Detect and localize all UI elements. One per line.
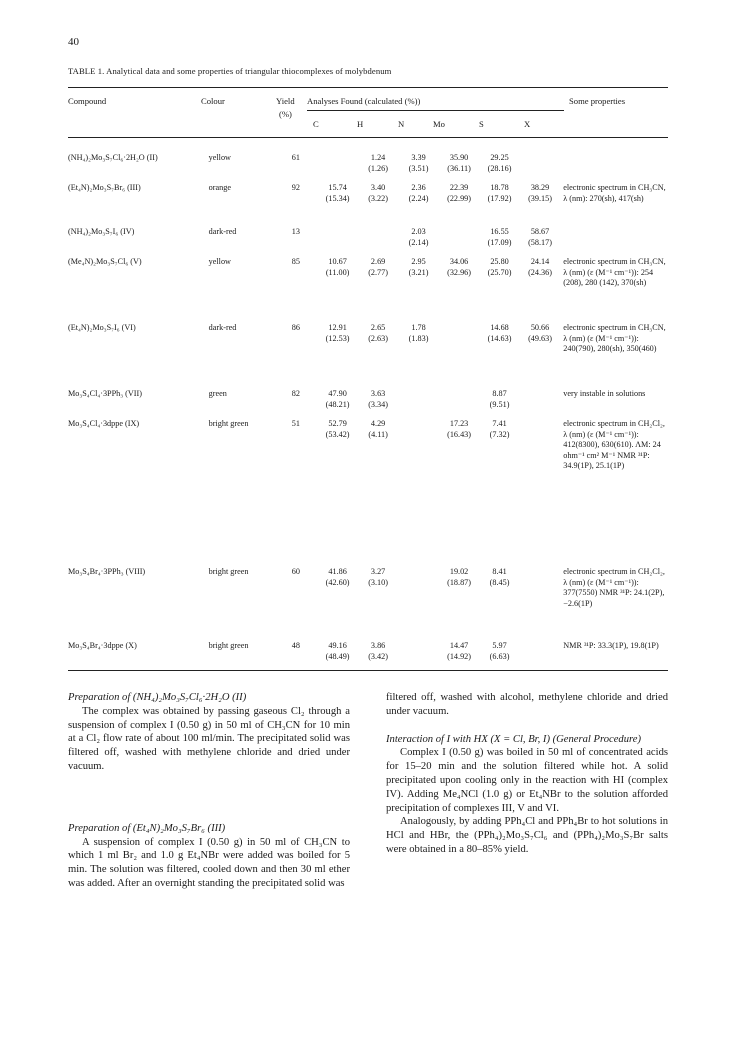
header-n: N	[398, 119, 405, 129]
analysis-cell-h	[358, 567, 398, 641]
calculated-value: (15.34)	[325, 193, 350, 203]
calculated-value: (12.53)	[325, 333, 350, 343]
found-value: 5.97	[492, 641, 507, 650]
analysis-cell-n	[398, 323, 438, 389]
analysis-cell-c	[317, 389, 357, 419]
compound-cell: Mo₃S₄Br₄·3dppe (X)	[68, 641, 137, 650]
found-value: 1.78	[411, 323, 426, 332]
compound-cell: (Et₄N)₂Mo₃S₇Br₆ (III)	[68, 183, 141, 192]
analysis-cell-c	[317, 567, 357, 641]
found-value: 16.55	[490, 227, 509, 236]
found-value: 58.67	[530, 227, 550, 236]
analysis-cell-n	[398, 227, 438, 257]
calculated-value: (16.43)	[447, 429, 471, 439]
table-caption: TABLE 1. Analytical data and some properties of triangular thiocomplexes of molybdenum	[68, 66, 392, 76]
found-value: 14.68	[490, 323, 509, 332]
table-bottom-rule	[68, 670, 668, 671]
analysis-cell-s	[479, 419, 519, 567]
page-number: 40	[68, 36, 79, 48]
table-row	[68, 323, 668, 389]
calculated-value: (2.77)	[368, 267, 388, 277]
found-value: 38.29	[530, 183, 550, 192]
calculated-value: (53.42)	[325, 429, 350, 439]
analyses-rule	[307, 110, 564, 111]
found-value: 2.03	[411, 227, 426, 236]
found-value: 22.39	[449, 183, 469, 192]
colour-cell: bright green	[208, 641, 249, 650]
found-value: 10.67	[328, 257, 347, 266]
calculated-value: (48.21)	[325, 399, 350, 409]
calculated-value: (22.99)	[447, 193, 471, 203]
analysis-cell-c	[317, 153, 357, 183]
calculated-value: (48.49)	[325, 651, 350, 661]
header-analyses: Analyses Found (calculated (%))	[307, 96, 421, 106]
table-row	[68, 389, 668, 419]
yield-cell: 60	[291, 567, 300, 576]
analysis-cell-s	[479, 227, 519, 257]
analysis-cell-mo	[439, 389, 479, 419]
analysis-cell-x	[520, 227, 560, 257]
found-value: 41.86	[328, 567, 347, 576]
properties-cell: electronic spectrum in CH₂Cl₂, λ (nm) (ε (M⁻¹ cm⁻¹)): 412(8300), 630(610). ΛM: 24 ohm⁻¹ cm² M⁻¹ NMR ³¹P: 34.9(1P), 25.1(1P)	[563, 419, 665, 471]
compound-cell: Mo₃S₄Br₄·3PPh₃ (VIII)	[68, 567, 146, 576]
properties-cell: very instable in solutions	[563, 389, 646, 398]
calculated-value: (25.70)	[487, 267, 512, 277]
header-c: C	[313, 119, 319, 129]
analysis-cell-mo	[439, 153, 479, 183]
analysis-cell-x	[520, 153, 560, 183]
calculated-value: (3.21)	[408, 267, 429, 277]
analysis-cell-x	[520, 257, 560, 323]
analysis-cell-mo	[439, 567, 479, 641]
calculated-value: (24.36)	[528, 267, 552, 277]
found-value: 15.74	[328, 183, 347, 192]
calculated-value: (49.63)	[528, 333, 552, 343]
found-value: 2.65	[370, 323, 386, 332]
colour-cell: yellow	[208, 153, 231, 162]
right-text-column	[386, 691, 668, 857]
compound-cell: (Et₄N)₂Mo₃S₇I₆ (VI)	[68, 323, 136, 332]
compound-cell: Mo₃S₄Cl₄·3PPh₃ (VII)	[68, 389, 142, 398]
calculated-value: (14.63)	[487, 333, 512, 343]
analysis-cell-c	[317, 419, 357, 567]
header-yield: Yield	[276, 96, 295, 106]
calculated-value: (2.24)	[408, 193, 429, 203]
header-colour: Colour	[201, 96, 225, 106]
yield-cell: 48	[291, 641, 300, 650]
calculated-value: (17.09)	[487, 237, 512, 247]
analysis-cell-n	[398, 183, 438, 227]
found-value: 29.25	[490, 153, 509, 162]
found-value: 35.90	[449, 153, 469, 162]
analysis-cell-n	[398, 419, 438, 567]
calculated-value: (42.60)	[325, 577, 350, 587]
calculated-value: (3.22)	[368, 193, 388, 203]
yield-cell: 61	[291, 153, 300, 162]
properties-cell: electronic spectrum in CH₃CN, λ (nm): 270(sh), 417(sh)	[563, 183, 666, 203]
calculated-value: (39.15)	[528, 193, 552, 203]
found-value: 3.40	[370, 183, 386, 192]
header-h: H	[357, 119, 364, 129]
found-value: 19.02	[449, 567, 469, 576]
found-value: 14.47	[449, 641, 469, 650]
section-heading-ii: Preparation of (NH₄)₂Mo₃S₇Cl₆·2H₂O (II)	[68, 692, 247, 703]
properties-cell: NMR ³¹P: 33.3(1P), 19.8(1P)	[563, 641, 659, 650]
analysis-cell-x	[520, 389, 560, 419]
table-top-rule	[68, 87, 668, 88]
analysis-cell-mo	[439, 323, 479, 389]
calculated-value: (2.63)	[368, 333, 388, 343]
analysis-cell-s	[479, 183, 519, 227]
properties-cell	[560, 227, 668, 257]
calculated-value: (14.92)	[447, 651, 471, 661]
found-value: 18.78	[490, 183, 509, 192]
calculated-value: (1.83)	[408, 333, 429, 343]
analysis-cell-s	[479, 323, 519, 389]
header-mo: Mo	[433, 119, 445, 129]
analysis-cell-h	[358, 257, 398, 323]
properties-cell: electronic spectrum in CH₃CN, λ (nm) (ε (M⁻¹ cm⁻¹)): 254 (208), 280 (142), 370(sh)	[563, 257, 666, 288]
found-value: 3.86	[370, 641, 386, 650]
yield-cell: 86	[291, 323, 300, 332]
analysis-cell-x	[520, 419, 560, 567]
found-value: 25.80	[490, 257, 509, 266]
analysis-cell-x	[520, 323, 560, 389]
left-text-column	[68, 691, 350, 891]
compound-cell: (NH₄)₂Mo₃S₇Cl₆·2H₂O (II)	[68, 153, 158, 162]
analysis-cell-mo	[439, 183, 479, 227]
calculated-value: (28.16)	[487, 163, 512, 173]
analysis-cell-n	[398, 153, 438, 183]
paragraph-ii: The complex was obtained by passing gaseous Cl₂ through a suspension of complex I (0.50 g) in 50 ml of CH₃CN for 10 min at a Cl₂ flow rate of about 100 ml/min. The precipitated solid was filtered off, washed with methylene chloride and dried under vacuum.	[68, 705, 350, 772]
table-row	[68, 183, 668, 227]
analysis-cell-s	[479, 257, 519, 323]
found-value: 24.14	[530, 257, 550, 266]
table-row	[68, 257, 668, 323]
found-value: 7.41	[492, 419, 507, 428]
analysis-cell-h	[358, 153, 398, 183]
analysis-cell-h	[358, 389, 398, 419]
compound-cell: Mo₃S₄Cl₄·3dppe (IX)	[68, 419, 140, 428]
colour-cell: orange	[208, 183, 231, 192]
analysis-cell-mo	[439, 419, 479, 567]
header-yield-unit: (%)	[279, 109, 292, 119]
analysis-cell-c	[317, 323, 357, 389]
paragraph-hx: Complex I (0.50 g) was boiled in 50 ml of concentrated acids for 15–20 min and the solution filtered while hot. A solid precipitated upon cooling only in the reaction with HI (complex IV). Adding Me₄NCl (1.0 g) or Et₄NBr to the solution afforded precipitation of complexes III, V and VI.	[386, 747, 668, 814]
calculated-value: (9.51)	[489, 399, 510, 409]
found-value: 2.69	[370, 257, 386, 266]
table-row	[68, 227, 668, 257]
found-value: 47.90	[328, 389, 347, 398]
header-bottom-rule	[68, 137, 668, 138]
analysis-cell-h	[358, 323, 398, 389]
yield-cell: 51	[291, 419, 300, 428]
calculated-value: (32.96)	[447, 267, 471, 277]
found-value: 49.16	[328, 641, 347, 650]
analytical-data-table	[68, 153, 668, 675]
paragraph-analogously: Analogously, by adding PPh₄Cl and PPh₄Br to hot solutions in HCl and HBr, the (PPh₄)₂Mo₃S₇Cl₆ and (PPh₄)₂Mo₃S₇Br salts were obtained in a 80–85% yield.	[386, 816, 668, 855]
yield-cell: 85	[291, 257, 300, 266]
calculated-value: (11.00)	[325, 267, 350, 277]
calculated-value: (3.51)	[408, 163, 429, 173]
yield-cell: 82	[291, 389, 300, 398]
yield-cell: 13	[291, 227, 300, 236]
analysis-cell-s	[479, 567, 519, 641]
found-value: 3.39	[411, 153, 426, 162]
calculated-value: (18.87)	[447, 577, 471, 587]
properties-cell: electronic spectrum in CH₂Cl₂, λ (nm) (ε (M⁻¹ cm⁻¹)): 377(7550) NMR ³¹P: 24.1(2P), −2.6(1P)	[563, 567, 665, 608]
analysis-cell-h	[358, 419, 398, 567]
calculated-value: (3.34)	[368, 399, 388, 409]
found-value: 17.23	[449, 419, 469, 428]
calculated-value: (58.17)	[528, 237, 552, 247]
colour-cell: dark-red	[208, 227, 237, 236]
header-x: X	[524, 119, 531, 129]
yield-cell: 92	[291, 183, 300, 192]
analysis-cell-mo	[439, 257, 479, 323]
section-heading-hx: Interaction of I with HX (X = Cl, Br, I) (General Procedure)	[386, 733, 641, 745]
calculated-value: (17.92)	[487, 193, 512, 203]
found-value: 3.63	[370, 389, 386, 398]
calculated-value: (7.32)	[489, 429, 510, 439]
found-value: 2.36	[411, 183, 426, 192]
found-value: 34.06	[449, 257, 469, 266]
analysis-cell-x	[520, 183, 560, 227]
calculated-value: (36.11)	[447, 163, 471, 173]
colour-cell: bright green	[208, 567, 249, 576]
section-heading-iii: Preparation of (Et₄N)₂Mo₃S₇Br₆ (III)	[68, 822, 226, 834]
found-value: 52.79	[328, 419, 347, 428]
analysis-cell-h	[358, 227, 398, 257]
properties-cell: electronic spectrum in CH₃CN, λ (nm) (ε (M⁻¹ cm⁻¹)): 240(790), 280(sh), 350(460)	[563, 323, 666, 354]
analysis-cell-n	[398, 567, 438, 641]
analysis-cell-c	[317, 183, 357, 227]
found-value: 8.41	[492, 567, 507, 576]
header-compound: Compound	[68, 96, 107, 106]
table-row	[68, 153, 668, 183]
compound-cell: (Me₄N)₂Mo₃S₇Cl₆ (V)	[68, 257, 142, 266]
analysis-cell-h	[358, 183, 398, 227]
table-row	[68, 567, 668, 641]
calculated-value: (3.42)	[368, 651, 388, 661]
table-row	[68, 419, 668, 567]
analysis-cell-n	[398, 257, 438, 323]
header-s: S	[479, 119, 484, 129]
properties-cell	[560, 153, 668, 183]
header-properties: Some properties	[569, 96, 626, 106]
found-value: 3.27	[370, 567, 386, 576]
calculated-value: (4.11)	[368, 429, 388, 439]
calculated-value: (6.63)	[489, 651, 510, 661]
analysis-cell-s	[479, 389, 519, 419]
calculated-value: (3.10)	[368, 577, 388, 587]
paragraph-iii: A suspension of complex I (0.50 g) in 50 ml of CH₃CN to which 1 ml Br₂ and 1.0 g Et₄NBr were added was boiled for 5 min. The solution was filtered, cooled down and then 30 ml ether was added. After an overnight standing the precipitated solid was	[68, 836, 350, 889]
analysis-cell-n	[398, 389, 438, 419]
compound-cell: (NH₄)₂Mo₃S₇I₆ (IV)	[68, 227, 135, 236]
found-value: 2.95	[411, 257, 426, 266]
colour-cell: green	[208, 389, 227, 398]
analysis-cell-s	[479, 153, 519, 183]
found-value: 8.87	[492, 389, 507, 398]
found-value: 4.29	[370, 419, 386, 428]
analysis-cell-mo	[439, 227, 479, 257]
found-value: 1.24	[370, 153, 386, 162]
analysis-cell-c	[317, 227, 357, 257]
colour-cell: bright green	[208, 419, 249, 428]
calculated-value: (8.45)	[489, 577, 510, 587]
analysis-cell-x	[520, 567, 560, 641]
found-value: 12.91	[328, 323, 347, 332]
paragraph-continued: filtered off, washed with alcohol, methylene chloride and dried under vacuum.	[386, 692, 668, 717]
analysis-cell-c	[317, 257, 357, 323]
colour-cell: dark-red	[208, 323, 237, 332]
calculated-value: (2.14)	[408, 237, 429, 247]
calculated-value: (1.26)	[368, 163, 388, 173]
found-value: 50.66	[530, 323, 550, 332]
colour-cell: yellow	[208, 257, 231, 266]
